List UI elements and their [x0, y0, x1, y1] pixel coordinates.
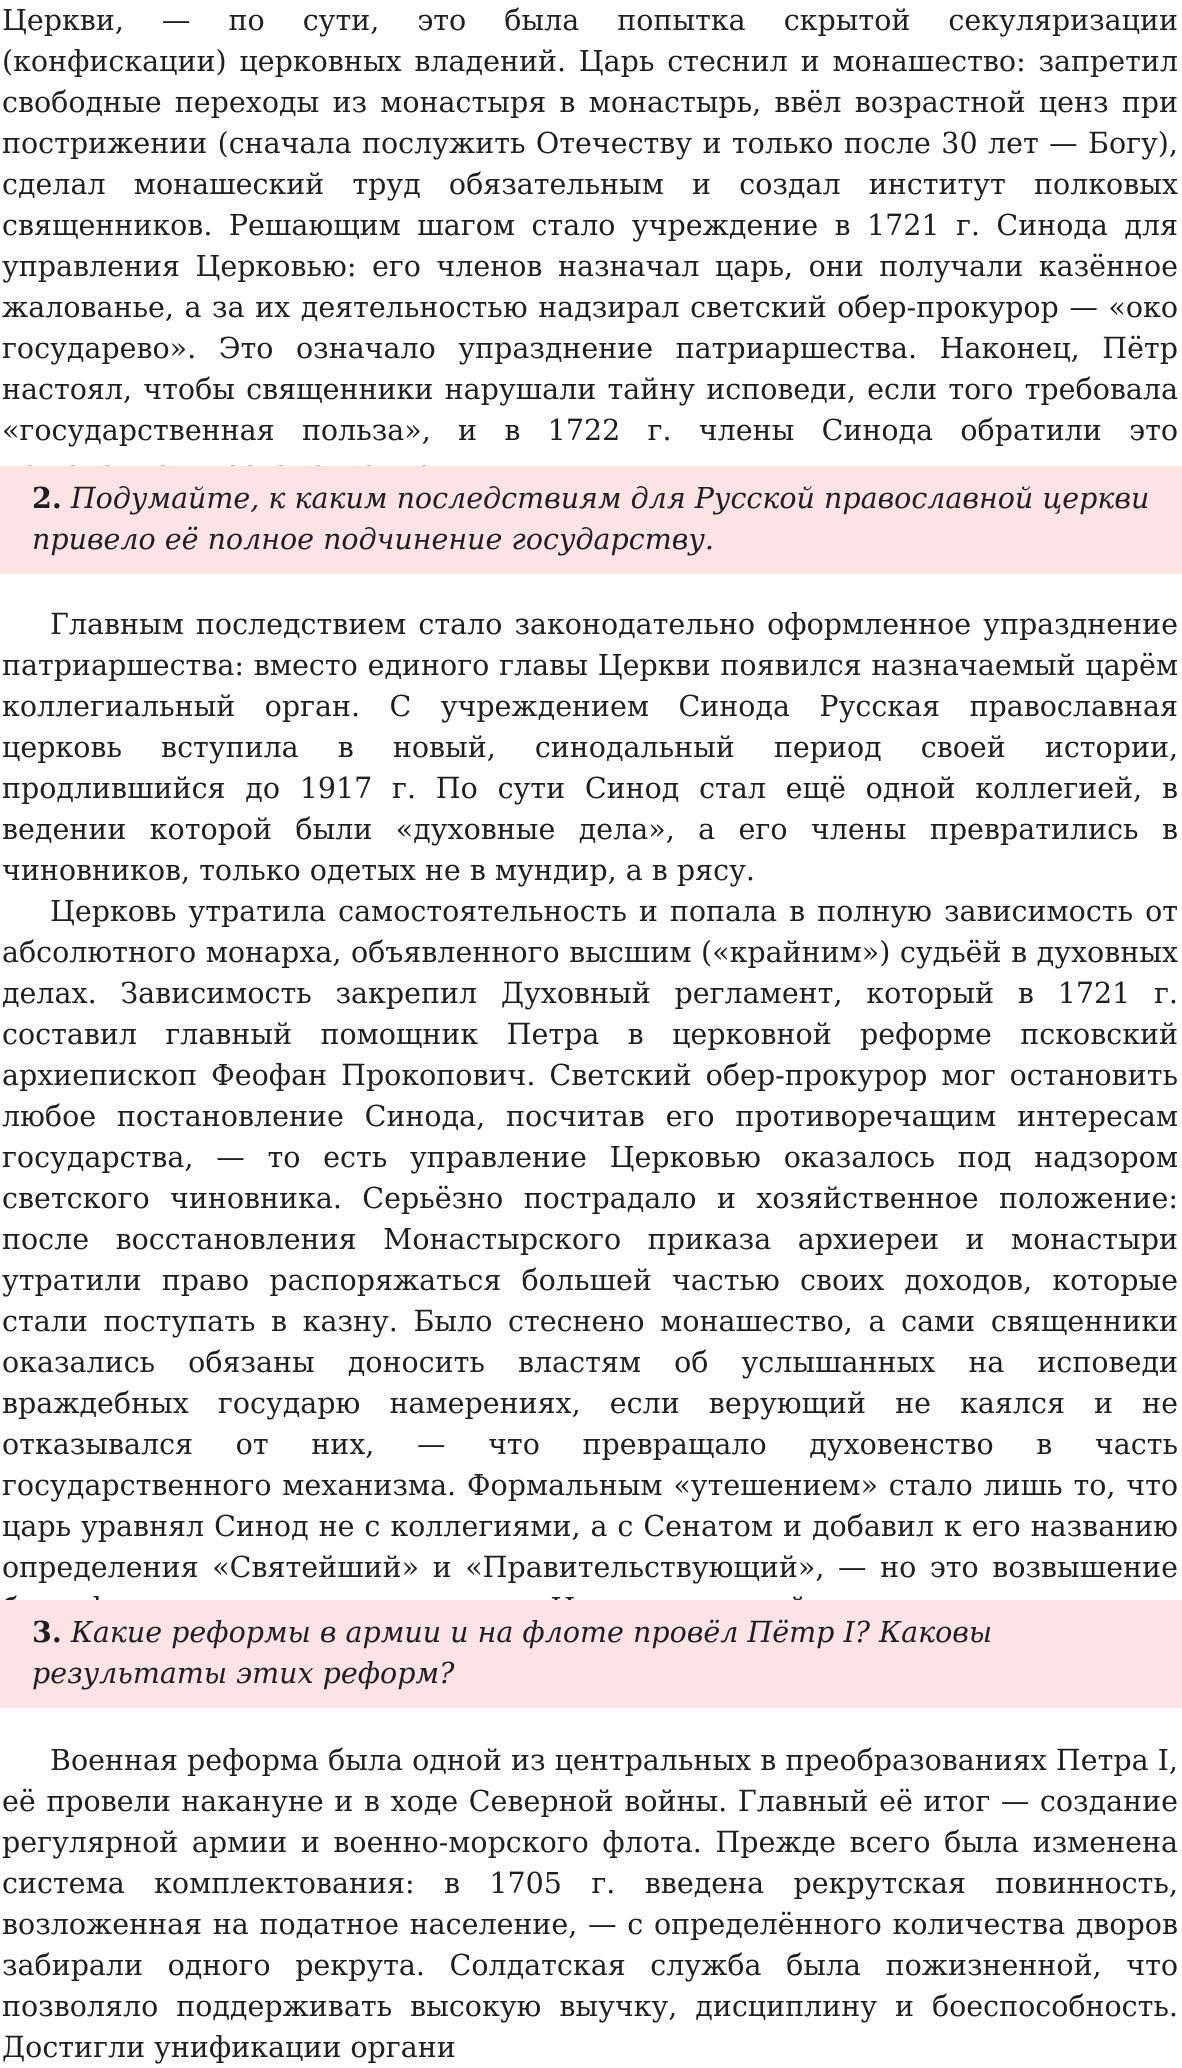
question-3-box — [0, 1600, 1182, 1708]
answer-2 — [0, 604, 1182, 1629]
answer-3 — [0, 1740, 1182, 2068]
answer-1-continuation — [0, 0, 1182, 492]
paragraph: Военная реформа была одной из центральных в преобразованиях Петра I, её провели накануне и в ходе Северной войны. Главный её итог — создание регулярной армии и военно-морского флота. Прежде всего была изменена система комплектования: в 1705 г. введена рекрутская повинность, возложенная на податное население, — с определённого количества дворов забирали одного рекрута. Солдатская служба была пожизненной, что позволяло поддерживать высокую выучку, дисциплину и боеспособность. Достигли унификации органи — [2, 1744, 1178, 2064]
question-text: Какие реформы в армии и на флоте провёл Пётр I? Каковы результаты этих реформ? — [32, 1616, 993, 1690]
paragraph: Главным последствием стало законодательно оформленное упразднение патриаршества: вместо единого главы Церкви появился назначаемый царём коллегиальный орган. С учреждением Синода Русская православная церковь вступила в новый, синодальный период своей истории, продлившийся до 1917 г. По сути Синод стал ещё одной коллегией, в ведении которой были «духовные дела», а его члены превратились в чиновников, только одетых не в мундир, а в рясу. — [2, 608, 1178, 887]
question-number: 2. — [32, 481, 62, 515]
paragraph: Церковь утратила самостоятельность и попала в полную зависимость от абсолютного монарха, объявленного высшим («крайним») судьёй в духовных делах. Зависимость закрепил Духовный регламент, который в 1721 г. составил главный помощник Петра в церковной реформе псковский архиепископ Феофан Прокопович. Светский обер-прокурор мог остановить любое постановление Синода, посчитав его противоречащим интересам государства, — то есть управление Церковью оказалось под надзором светского чиновника. Серьёзно пострадало и хозяйственное положение: после восстановления Монастырского приказа архиереи и монастыри утратили право распоряжаться большей частью своих доходов, которые стали поступать в казну. Было стеснено монашество, а сами священники оказались обязаны доносить властям об услышанных на исповеди враждебных государю намерениях, если верующий не каялся и не отказывался от них, — что превращало духовенство в часть государственного механизма. Формальным «утешением» стало лишь то, что царь уравнял Синод не с коллегиями, а с Сенатом и добавил к его названию определения «Святейший» и «Правительствующий», — но это возвышение — [2, 895, 1178, 1584]
question-text: Подумайте, к каким последствиям для Русской православной церкви привело её полное подчинение государству. — [32, 482, 1150, 556]
paragraph: Церкви, — по сути, это была попытка скрытой секуляризации (конфискации) церковных владений. Царь стеснил и монашество: запретил свободные переходы из монастыря в монастырь, ввёл возрастной ценз при пострижении (сначала послужить Отечеству и только после 30 лет — Богу), сделал монашеский труд обязательным и создал институт полковых священников. Решающим шагом стало учреждение в 1721 г. Синода для управления Церковью: его членов назначал царь, они получали казённое жалованье, а за их деятельностью надзирал светский обер-прокурор — «око государево». Это означало упразднение патриаршества. Наконец, Пётр настоял, чтобы священники нарушали тайну исповеди, если того требовала «государственная польза», и в 1722 г. члены Синода обратили это — [2, 4, 1178, 447]
question-number: 3. — [32, 1615, 62, 1649]
question-2-box — [0, 466, 1182, 574]
